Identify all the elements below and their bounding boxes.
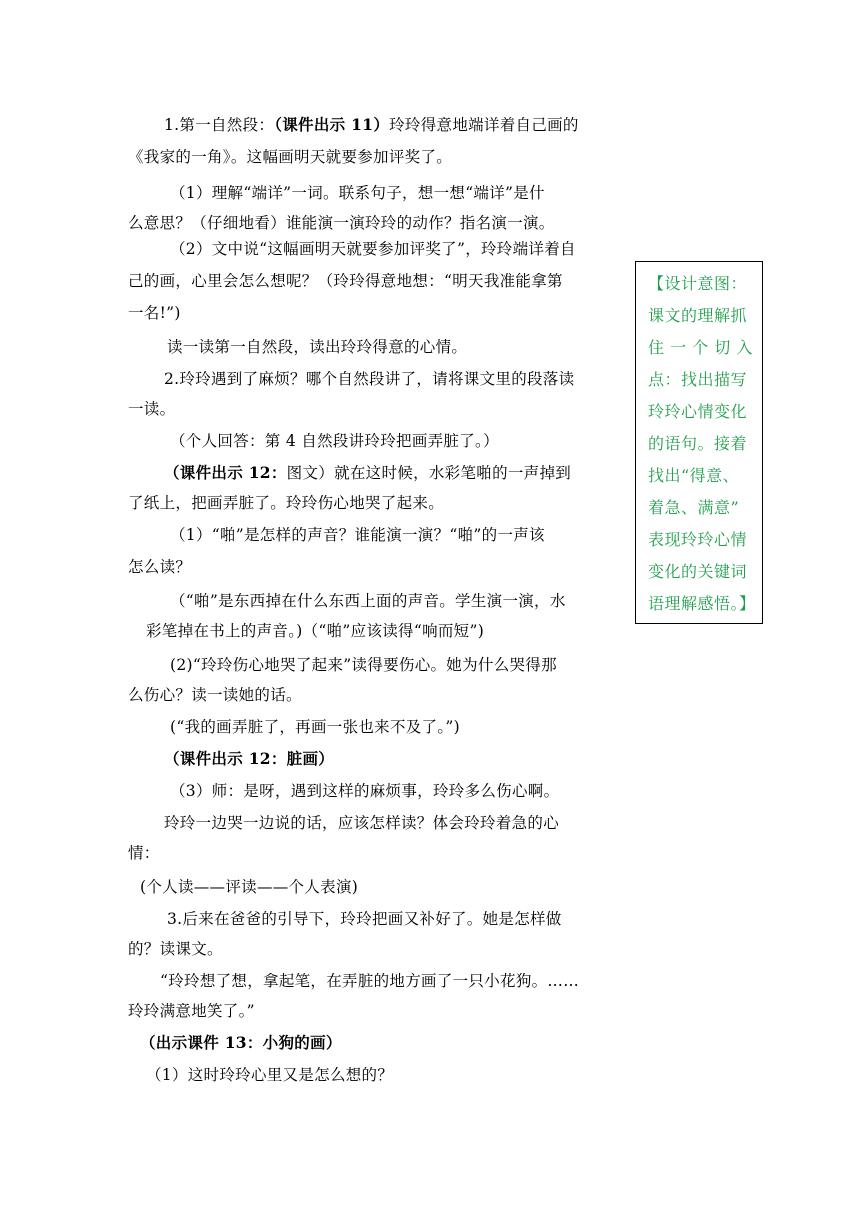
paragraph-line: 怎么读？ [128, 558, 192, 576]
paragraph-line: 2.玲玲遇到了麻烦？哪个自然段讲了，请将课文里的段落读 [164, 370, 575, 388]
paragraph-line: （2）文中说“这幅画明天就要参加评奖了”，玲玲端详着自 [170, 240, 576, 258]
design-intent-line: 玲玲心情变化 [648, 402, 748, 421]
design-intent-line: 的语句。接着 [648, 434, 748, 453]
courseware-ref: （课件出示 11） [274, 115, 390, 134]
design-intent-line: 找出“得意、 [648, 466, 740, 485]
paragraph-line: (个人读——评读——个人表演) [140, 878, 359, 896]
paragraph-1 [164, 115, 579, 135]
paragraph-line: （1）这时玲玲心里又是怎么想的？ [146, 1066, 394, 1084]
paragraph-line: 彩笔掉在书上的声音。)（“啪”应该读得“响而短”) [146, 622, 485, 640]
paragraph-line: （“啪”是东西掉在什么东西上面的声音。学生演一演，水 [170, 592, 566, 610]
paragraph-text: 图文）就在这时候，水彩笔啪的一声掉到 [286, 464, 572, 482]
paragraph-line: （1）“啪”是怎样的声音？谁能演一演？“啪”的一声该 [170, 526, 545, 544]
courseware-ref: （出示课件 13：小狗的画） [140, 1033, 342, 1052]
paragraph-line: 一名!”) [128, 304, 181, 322]
paragraph-line: 情： [128, 844, 160, 862]
paragraph-line: 3.后来在爸爸的引导下，玲玲把画又补好了。她是怎样做 [167, 910, 562, 928]
design-intent-line: 变化的关键词 [648, 562, 748, 581]
paragraph-line: “玲玲想了想，拿起笔，在弄脏的地方画了一只小花狗。…… [160, 972, 580, 990]
design-intent-line: 点：找出描写 [648, 370, 748, 389]
paragraph-line: 么意思？（仔细地看）谁能演一演玲玲的动作？指名演一演。 [128, 214, 555, 232]
paragraph-text: 1.第一自然段： [164, 116, 275, 134]
paragraph-line: 《我家的一角》。这幅画明天就要参加评奖了。 [128, 148, 453, 166]
paragraph-line: 己的画，心里会怎么想呢？（玲玲得意地想：“明天我准能拿第 [128, 272, 563, 290]
courseware-ref: （课件出示 12： [164, 463, 287, 482]
design-intent-line: 表现玲玲心情 [648, 530, 748, 549]
paragraph-text: 玲玲得意地端详着自己画的 [389, 116, 579, 134]
paragraph-line: (“我的画弄脏了，再画一张也来不及了。”) [170, 718, 460, 736]
design-intent-line: 【设计意图： [648, 274, 748, 293]
design-intent-box [635, 261, 763, 624]
design-intent-line: 课文的理解抓 [648, 306, 748, 325]
courseware-ref: （课件出示 12：脏画） [164, 749, 335, 768]
paragraph-line: (2)“玲玲伤心地哭了起来”读得要伤心。她为什么哭得那 [170, 656, 557, 674]
paragraph-line [164, 463, 571, 483]
paragraph-line: 玲玲一边哭一边说的话，应该怎样读？体会玲玲着急的心 [164, 814, 560, 832]
design-intent-line: 住 一 个 切 入 [648, 338, 753, 357]
paragraph-line: 的？读课文。 [128, 940, 223, 958]
paragraph-line: 玲玲满意地笑了。” [128, 1002, 255, 1020]
paragraph-line: 一读。 [128, 400, 176, 418]
paragraph-line: 么伤心？读一读她的话。 [128, 686, 302, 704]
paragraph-line: （1）理解“端详”一词。联系句子，想一想“端详”是什 [170, 184, 545, 202]
paragraph-line: 了纸上，把画弄脏了。玲玲伤心地哭了起来。 [128, 494, 445, 512]
design-intent-line: 着急、满意” [648, 498, 740, 517]
paragraph-line: 读一读第一自然段，读出玲玲得意的心情。 [167, 338, 468, 356]
paragraph-line: （3）师：是呀，遇到这样的麻烦事，玲玲多么伤心啊。 [170, 782, 560, 800]
paragraph-line: （个人回答：第 4 自然段讲玲玲把画弄脏了。） [170, 432, 499, 450]
design-intent-line: 语理解感悟。】 [648, 594, 756, 613]
